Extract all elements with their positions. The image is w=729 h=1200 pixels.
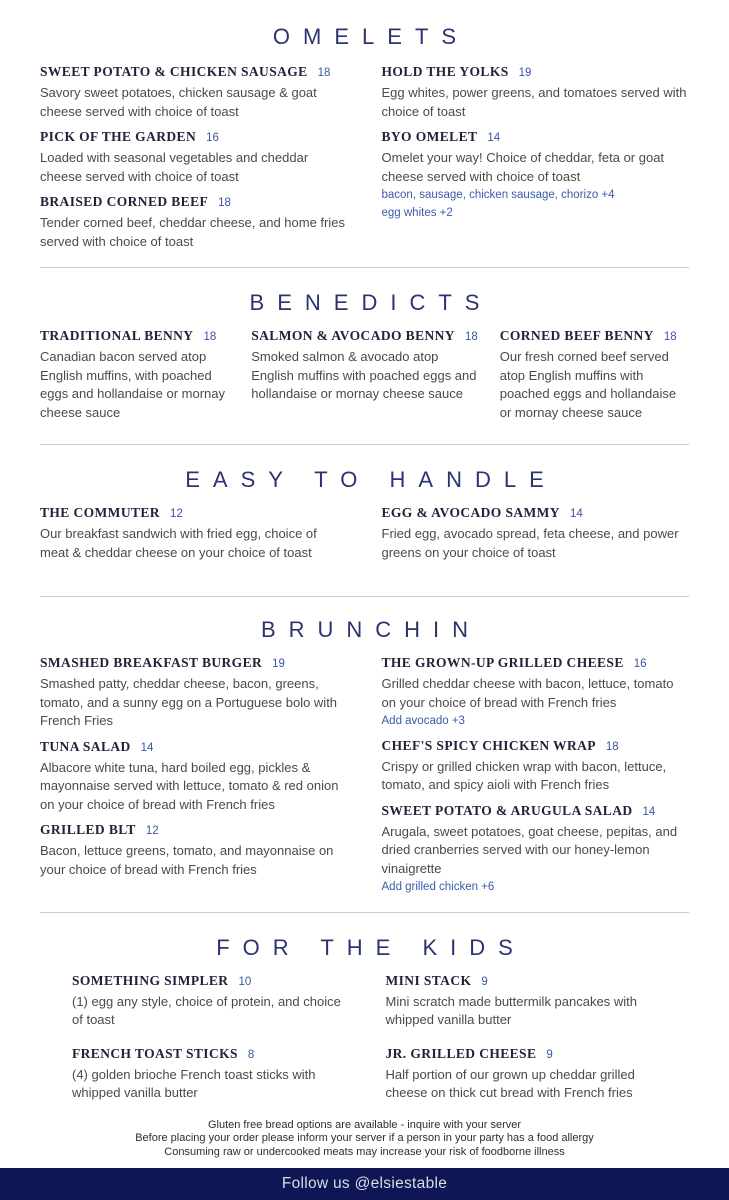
item-price: 18 — [317, 67, 331, 79]
item-price: 14 — [642, 805, 656, 818]
section-title-omelets: OMELETS — [272, 24, 470, 49]
menu-item — [251, 328, 477, 404]
disclaimer-line: Before placing your order please inform your server if a person in your party has a food allergy — [135, 1132, 594, 1144]
item-description: Our breakfast sandwich with fried egg, choice of meat & cheddar cheese on your choice of toast — [40, 526, 317, 560]
item-price: 18 — [663, 331, 677, 343]
menu-item — [72, 1046, 352, 1103]
omelets-right-column — [382, 64, 690, 259]
section-divider — [40, 912, 689, 913]
menu-item — [72, 973, 352, 1030]
benedicts-column-2 — [251, 328, 477, 430]
item-price: 12 — [145, 825, 159, 837]
item-price: 16 — [633, 658, 647, 670]
disclaimer-line: Consuming raw or undercooked meats may increase your risk of foodborne illness — [164, 1145, 565, 1158]
brunchin-left-column — [40, 655, 348, 904]
item-name: SALMON & AVOCADO BENNY — [251, 328, 455, 343]
menu-item — [382, 803, 690, 896]
item-price: 9 — [546, 1048, 553, 1061]
item-name: HOLD THE YOLKS — [381, 64, 509, 79]
item-price: 18 — [605, 740, 619, 753]
social-footer-bar — [0, 1168, 729, 1200]
menu-item — [40, 328, 229, 422]
kids-right-column — [386, 973, 666, 1119]
section-divider — [40, 444, 689, 445]
item-description: Crispy or grilled chicken wrap with bacon, lettuce, tomato, and spicy aioli with French fries — [381, 758, 667, 792]
item-description: Smoked salmon & avocado atop English muffins with poached eggs and hollandaise or mornay cheese sauce — [251, 349, 477, 401]
item-description: Loaded with seasonal vegetables and cheddar cheese served with choice of toast — [40, 150, 309, 184]
menu-item — [382, 738, 690, 795]
section-divider — [40, 596, 689, 597]
item-addon-note: Add grilled chicken +6 — [381, 881, 495, 893]
menu-item — [382, 505, 690, 562]
section-title-brunchin: BRUNCHIN — [260, 617, 482, 642]
benedicts-column-1 — [40, 328, 229, 430]
item-name: TUNA SALAD — [40, 738, 131, 754]
social-handle-text: Follow us @elsiestable — [281, 1175, 448, 1192]
item-description: Arugala, sweet potatoes, goat cheese, pepitas, and dried cranberries served with our honey-lemon vinaigrette — [381, 823, 678, 876]
menu-item — [386, 1046, 666, 1103]
brunchin-right-column — [382, 655, 690, 904]
item-name: THE COMMUTER — [40, 505, 160, 520]
item-name: BYO OMELET — [381, 129, 478, 144]
item-name: SWEET POTATO & ARUGULA SALAD — [381, 802, 633, 818]
menu-item — [40, 655, 348, 731]
item-description: Egg whites, power greens, and tomatoes served with choice of toast — [381, 85, 687, 119]
item-description: Omelet your way! Choice of cheddar, feta or goat cheese served with choice of toast — [381, 150, 665, 184]
item-name: TRADITIONAL BENNY — [40, 328, 194, 343]
item-price: 10 — [238, 975, 252, 988]
item-name: JR. GRILLED CHEESE — [385, 1045, 537, 1061]
section-title-easy-to-handle: EASY TO HANDLE — [185, 467, 557, 492]
item-name: SMASHED BREAKFAST BURGER — [40, 655, 263, 670]
item-name: CHEF'S SPICY CHICKEN WRAP — [381, 737, 596, 753]
item-price: 19 — [518, 67, 532, 79]
item-description: Half portion of our grown up cheddar grilled cheese on thick cut bread with French fries — [385, 1066, 635, 1100]
item-name: BRAISED CORNED BEEF — [40, 194, 209, 209]
item-description: Grilled cheddar cheese with bacon, lettuce, tomato on your choice of bread with French fries — [381, 676, 674, 710]
item-description: Savory sweet potatoes, chicken sausage & goat cheese served with choice of toast — [40, 85, 317, 119]
item-price: 14 — [140, 741, 154, 754]
item-name: GRILLED BLT — [40, 822, 136, 837]
item-description: Mini scratch made buttermilk pancakes with whipped vanilla butter — [385, 993, 637, 1027]
item-description: (1) egg any style, choice of protein, and choice of toast — [72, 993, 341, 1027]
item-price: 12 — [169, 508, 183, 520]
item-description: Albacore white tuna, hard boiled egg, pickles & mayonnaise served with lettuce, tomato & red onion on your choice of bread with French fries — [40, 759, 339, 812]
section-divider — [40, 267, 689, 268]
item-price: 8 — [247, 1048, 255, 1061]
item-description: (4) golden brioche French toast sticks with whipped vanilla butter — [72, 1066, 316, 1100]
item-description: Fried egg, avocado spread, feta cheese, and power greens on your choice of toast — [381, 526, 679, 560]
item-name: PICK OF THE GARDEN — [40, 129, 197, 144]
item-name: THE GROWN-UP GRILLED CHEESE — [381, 655, 624, 670]
item-addon-note: bacon, sausage, chicken sausage, chorizo +4 — [381, 189, 615, 201]
benedicts-column-3 — [500, 328, 689, 430]
menu-item — [40, 194, 348, 251]
item-price: 16 — [206, 132, 219, 144]
item-price: 14 — [487, 132, 501, 144]
item-name: SOMETHING SIMPLER — [72, 972, 229, 988]
disclaimer-block — [0, 1119, 729, 1160]
item-name: CORNED BEEF BENNY — [499, 328, 654, 343]
menu-item — [40, 505, 348, 562]
item-description: Bacon, lettuce greens, tomato, and mayonnaise on your choice of bread with French fries — [40, 843, 334, 877]
kids-left-column — [72, 973, 352, 1119]
section-title-for-the-kids: FOR THE KIDS — [216, 934, 526, 960]
item-description: Our fresh corned beef served atop English muffins with poached eggs and hollandaise or mornay cheese sauce — [499, 349, 677, 420]
item-description: Canadian bacon served atop English muffins, with poached eggs and hollandaise or mornay cheese sauce — [40, 349, 226, 420]
section-for-the-kids — [0, 973, 729, 1119]
section-omelets — [0, 64, 729, 259]
menu-item — [382, 64, 690, 121]
item-price: 18 — [218, 197, 231, 209]
section-brunchin — [0, 655, 729, 904]
menu-item — [40, 64, 348, 121]
easy-left-column — [40, 505, 348, 570]
item-price: 14 — [569, 508, 583, 520]
item-description: Smashed patty, cheddar cheese, bacon, greens, tomato, and a sunny egg on a Portuguese bolo with French Fries — [40, 676, 338, 728]
item-addon-note: Add avocado +3 — [381, 715, 465, 727]
omelets-left-column — [40, 64, 348, 259]
item-price: 19 — [272, 658, 285, 670]
item-description: Tender corned beef, cheddar cheese, and home fries served with choice of toast — [40, 215, 345, 249]
item-price: 18 — [464, 331, 478, 343]
item-name: FRENCH TOAST STICKS — [72, 1045, 238, 1061]
menu-item — [40, 822, 348, 879]
menu-item — [382, 655, 690, 730]
menu-item — [382, 129, 690, 221]
section-easy-to-handle — [0, 505, 729, 570]
section-title-benedicts: BENEDICTS — [249, 290, 493, 315]
disclaimer-line: Gluten free bread options are available - inquire with your server — [207, 1118, 522, 1131]
item-addon-note: egg whites +2 — [381, 206, 453, 219]
menu-item — [386, 973, 666, 1030]
item-name: MINI STACK — [385, 972, 472, 988]
menu-item — [40, 129, 348, 186]
easy-right-column — [382, 505, 690, 570]
item-price: 9 — [481, 975, 488, 988]
item-name: EGG & AVOCADO SAMMY — [381, 505, 560, 520]
item-price: 18 — [203, 331, 217, 343]
menu-item — [500, 328, 689, 422]
menu-item — [40, 739, 348, 815]
item-name: SWEET POTATO & CHICKEN SAUSAGE — [40, 64, 308, 79]
section-benedicts — [0, 328, 729, 430]
